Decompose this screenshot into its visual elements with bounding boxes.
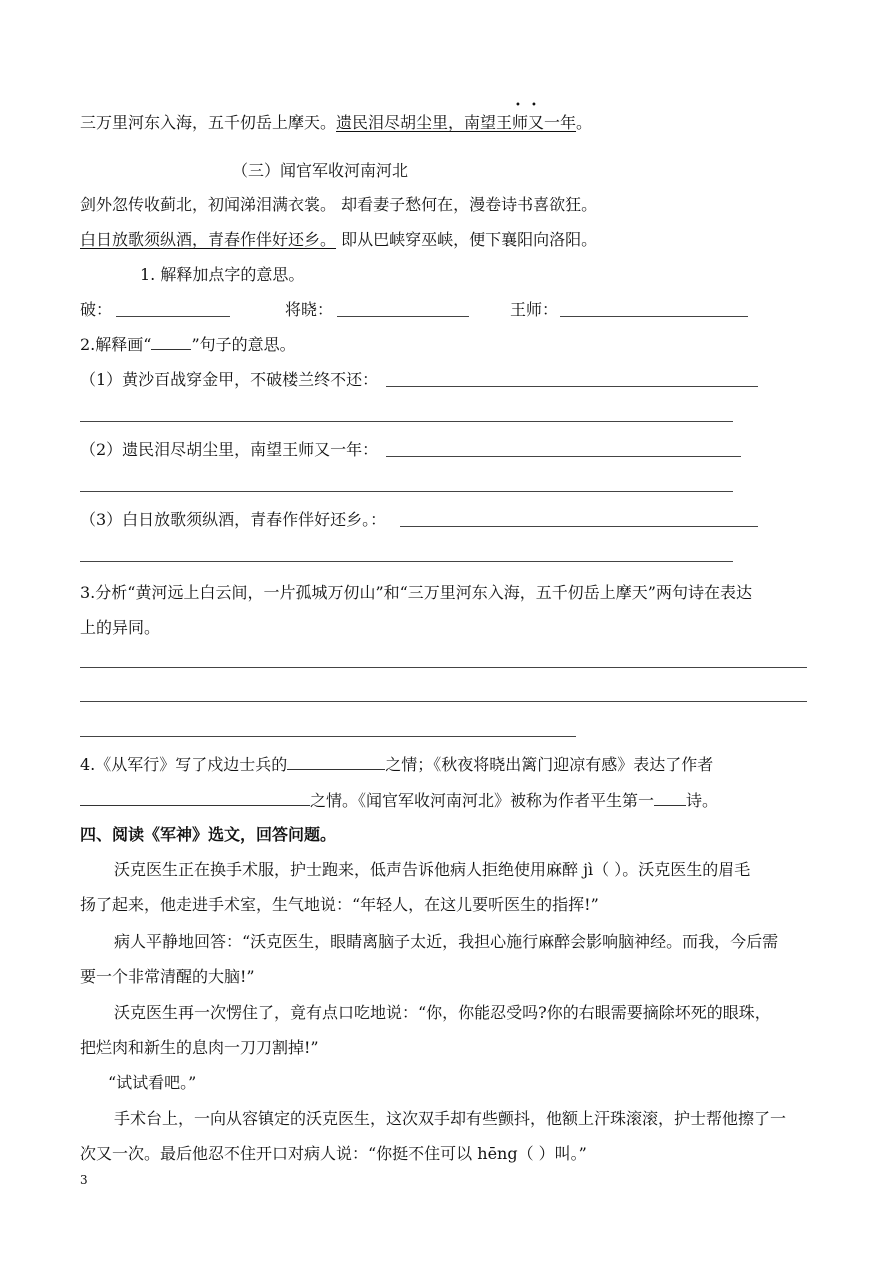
para1-line1: 沃克医生正在换手术服，护士跑来，低声告诉他病人拒绝使用麻醉 jì（ ）。沃克医生的眉毛 [114,860,751,879]
answer-line[interactable] [560,316,748,317]
fill-blank[interactable] [80,791,310,806]
answer-line[interactable] [80,667,807,668]
para2-line2: 要一个非常清醒的大脑!” [80,967,255,986]
para5-line2: 次又一次。最后他忍不住开口对病人说：“你挺不住可以 hēng（ ）叫。” [80,1144,587,1163]
q1-label-po: 破： [80,300,113,319]
answer-line[interactable] [116,316,230,317]
answer-line[interactable] [80,701,807,702]
answer-line[interactable] [80,561,733,562]
underlined-sentence: 遗民泪尽胡尘里，南望王师又一年 [336,113,577,132]
q1-title: 1. 解释加点字的意思。 [140,265,305,284]
q4-text-d: 诗。 [686,791,719,810]
q4-text-b: 之情；《秋夜将晓出篱门迎凉有感》表达了作者 [385,755,714,774]
q3-line1: 3.分析“黄河远上白云间，一片孤城万仞山”和“三万里河东入海，五千仞岳上摩天”两句诗在表达 [80,583,752,602]
poem3-line2 [80,230,597,250]
q2-sentence-2: （2）遗民泪尽胡尘里，南望王师又一年： [80,440,379,459]
section4-title: 四、阅读《军神》选文，回答问题。 [80,825,337,844]
para2-line1: 病人平静地回答：“沃克医生，眼睛离脑子太近，我担心施行麻醉会影响脑神经。而我，今后需 [114,932,779,951]
answer-line[interactable] [386,456,741,457]
poem-text: 即从巴峡穿巫峡，便下襄阳向洛阳。 [336,230,598,249]
q2-title [80,335,296,355]
q2-title-pre: 2.解释画“ [80,335,152,354]
para5-line1: 手术台上，一向从容镇定的沃克医生，这次双手却有些颤抖，他额上汗珠滚滚，护士帮他擦了一 [114,1109,787,1128]
underlined-sentence: 白日放歌须纵酒，青春作伴好还乡。 [80,230,337,249]
page-number: 3 [80,1173,88,1187]
answer-line[interactable] [80,736,576,737]
answer-line[interactable] [80,421,733,422]
q4-line2 [80,791,718,811]
q2-sentence-1: （1）黄沙百战穿金甲，不破楼兰终不还： [80,370,379,389]
para1-line2: 扬了起来，他走进手术室，生气地说：“年轻人，在这儿要听医生的指挥!” [80,895,599,914]
para3-line1: 沃克医生再一次愣住了，竟有点口吃地说：“你，你能忍受吗?你的右眼需要摘除坏死的眼珠， [114,1003,771,1022]
q4-text-a: 4.《从军行》写了戍边士兵的 [80,755,288,774]
answer-line[interactable] [400,526,758,527]
answer-line[interactable] [386,386,758,387]
q1-label-jiangxiao: 将晓： [285,300,334,319]
poem3-title: （三）闻官军收河南河北 [232,161,409,180]
answer-line[interactable] [337,316,469,317]
fill-blank[interactable] [654,791,686,806]
q2-title-post: ”句子的意思。 [191,335,296,354]
poem-end: 。 [576,113,593,132]
q4-text-c: 之情。《闻官军收河南河北》被称为作者平生第一 [310,791,655,810]
para4: “试试看吧。” [108,1073,197,1092]
emphasis-dot: • [531,100,537,111]
poem2-line [80,113,592,133]
q4-line1 [80,755,713,775]
q3-line2: 上的异同。 [80,618,161,637]
underline-sample [151,335,191,350]
emphasis-dot: • [515,100,521,111]
fill-blank[interactable] [287,755,385,770]
poem3-line1: 剑外忽传收蓟北，初闻涕泪满衣裳。 却看妻子愁何在，漫卷诗书喜欲狂。 [80,195,598,214]
para3-line2: 把烂肉和新生的息肉一刀刀割掉!” [80,1038,319,1057]
poem-text: 三万里河东入海，五千仞岳上摩天。 [80,113,337,132]
q2-sentence-3: （3）白日放歌须纵酒，青春作伴好还乡。： [80,510,387,529]
answer-line[interactable] [80,491,733,492]
q1-label-wangshi: 王师： [510,300,559,319]
